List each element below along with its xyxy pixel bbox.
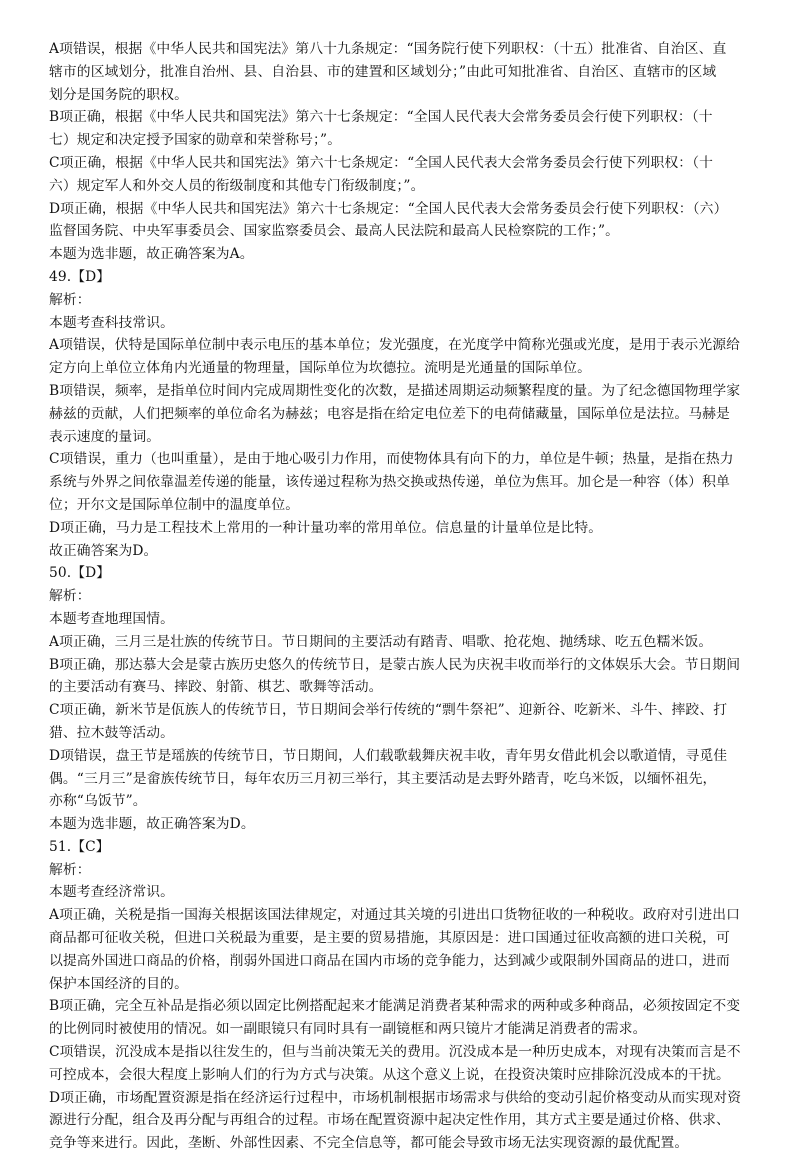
text-line: A项正确，三月三是壮族的传统节日。节日期间的主要活动有踏青、唱歌、抢花炮、抛绣球、吃五色糯米饭。 (49, 633, 713, 650)
text-line: B项正确，那达慕大会是蒙古族历史悠久的传统节日，是蒙古族人民为庆祝丰收而举行的文体娱乐大会。节日期间 (49, 656, 741, 673)
text-line: 解析： (49, 291, 91, 308)
text-line: 亦称“乌饭节”。 (49, 793, 147, 810)
text-line: 偶。“三月三”是畲族传统节日，每年农历三月初三举行，其主要活动是去野外踏青，吃乌米饭，以缅怀祖先， (49, 770, 717, 787)
text-line: 划分是国务院的职权。 (49, 86, 188, 103)
text-line: 以提高外国进口商品的价格，削弱外国进口商品在国内市场的竞争能力，达到减少或限制外国商品的进口，进而 (49, 952, 730, 969)
text-line: 本题考查科技常识。 (49, 314, 175, 331)
text-line: D项正确，马力是工程技术上常用的一种计量功率的常用单位。信息量的计量单位是比特。 (49, 519, 603, 536)
text-line: 猎、拉木鼓等活动。 (49, 724, 175, 741)
text-line: 赫兹的贡献，人们把频率的单位命名为赫兹；电容是指在给定电位差下的电荷储藏量，国际单位是法拉。马赫是 (49, 405, 730, 422)
text-line: 源进行分配，组合及再分配与再组合的过程。市场在配置资源中起决定性作用，其方式主要是通过价格、供求、 (49, 1112, 730, 1129)
text-line: 51.【C】 (49, 838, 110, 855)
text-line: 定方向上单位立体角内光通量的物理量，国际单位为坎德拉。流明是光通量的国际单位。 (49, 360, 591, 377)
text-line: 解析： (49, 861, 91, 878)
text-line: 的比例同时被使用的情况。如一副眼镜只有同时具有一副镜框和两只镜片才能满足消费者的需求。 (49, 1021, 647, 1038)
text-line: B项正确，完全互补品是指必须以固定比例搭配起来才能满足消费者某种需求的两种或多种商品，必须按固定不变 (49, 998, 741, 1015)
text-line: C项正确，根据《中华人民共和国宪法》第六十七条规定：“全国人民代表大会常务委员会行使下列职权：（十 (49, 154, 714, 171)
text-line: A项错误，根据《中华人民共和国宪法》第八十九条规定：“国务院行使下列职权：（十五）批准省、自治区、直 (49, 41, 727, 57)
text-line: C项正确，新米节是佤族人的传统节日，节日期间会举行传统的“剽牛祭祀”、迎新谷、吃新米、斗牛、摔跤、打 (49, 702, 728, 719)
text-line: A项错误，伏特是国际单位制中表示电压的基本单位；发光强度，在光度学中简称光强或光度，是用于表示光源给 (49, 337, 741, 354)
text-line: 本题为选非题，故正确答案为A。 (49, 246, 254, 263)
text-line: D项正确，市场配置资源是指在经济运行过程中，市场机制根据市场需求与供给的变动引起价格变动从而实现对资 (49, 1089, 742, 1106)
text-line: 本题考查地理国情。 (49, 610, 175, 627)
text-line: 监督国务院、中央军事委员会、国家监察委员会、最高人民法院和最高人民检察院的工作；”。 (49, 223, 620, 240)
text-line: B项错误，频率，是指单位时间内完成周期性变化的次数，是描述周期运动频繁程度的量。为了纪念德国物理学家 (49, 382, 741, 399)
text-line: D项错误，盘王节是瑶族的传统节日，节日期间，人们载歌载舞庆祝丰收，青年男女借此机会以歌道情，寻觅佳 (49, 747, 728, 764)
text-line: 表示速度的量词。 (49, 428, 161, 445)
text-line: 的主要活动有赛马、摔跤、射箭、棋艺、歌舞等活动。 (49, 679, 383, 696)
text-line: D项正确，根据《中华人民共和国宪法》第六十七条规定：“全国人民代表大会常务委员会行使下列职权：（六） (49, 200, 728, 217)
text-line: 故正确答案为D。 (49, 542, 158, 559)
text-line: 本题考查经济常识。 (49, 884, 175, 901)
text-line: C项错误，重力（也叫重量），是由于地心吸引力作用，而使物体具有向下的力，单位是牛顿；热量，是指在热力 (49, 451, 734, 468)
text-line: 保护本国经济的目的。 (49, 975, 188, 992)
text-line: 七）规定和决定授予国家的勋章和荣誉称号；”。 (49, 132, 342, 149)
text-line: C项错误，沉没成本是指以往发生的，但与当前决策无关的费用。沉没成本是一种历史成本，对现有决策而言是不 (49, 1044, 741, 1061)
text-line: 商品都可征收关税，但进口关税最为重要，是主要的贸易措施，其原因是：进口国通过征收高额的进口关税，可 (49, 930, 730, 947)
text-line: 系统与外界之间依靠温差传递的能量，该传递过程称为热交换或热传递，单位为焦耳。加仑是一种容（体）积单 (49, 474, 730, 491)
text-line: 位；开尔文是国际单位制中的温度单位。 (49, 496, 300, 513)
text-line: 50.【D】 (49, 565, 111, 582)
text-line: 可控成本，会很大程度上影响人们的行为方式与决策。从这个意义上说，在投资决策时应排除沉没成本的干扰。 (49, 1066, 730, 1083)
text-line: 49.【D】 (49, 268, 111, 285)
text-line: 竞争等来进行。因此，垄断、外部性因素、不完全信息等，都可能会导致市场无法实现资源的最优配置。 (49, 1135, 689, 1152)
text-line: A项正确，关税是指一国海关根据该国法律规定，对通过其关境的引进出口货物征收的一种税收。政府对引进出口 (49, 907, 741, 924)
text-line: 解析： (49, 588, 91, 605)
text-line: B项正确，根据《中华人民共和国宪法》第六十七条规定：“全国人民代表大会常务委员会行使下列职权：（十 (49, 109, 713, 126)
text-line: 六）规定军人和外交人员的衔级制度和其他专门衔级制度；”。 (49, 177, 425, 194)
text-line: 辖市的区域划分，批准自治州、县、自治县、市的建置和区域划分；”由此可知批准省、自治区、直辖市的区域 (49, 63, 717, 80)
text-line: 本题为选非题，故正确答案为D。 (49, 816, 255, 833)
